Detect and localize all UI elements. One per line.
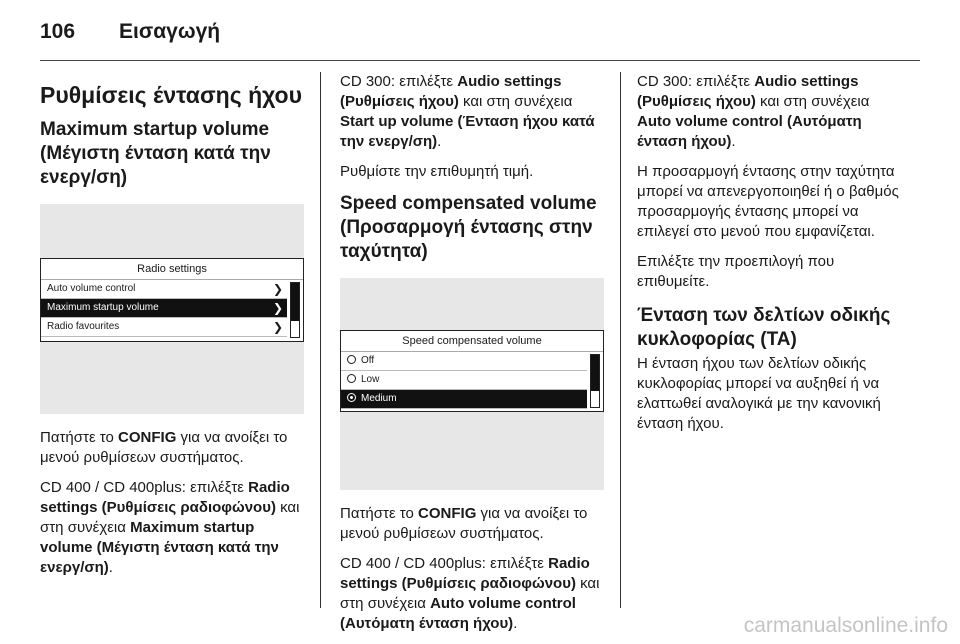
subheading-speed-compensated-volume: Speed compensated volume (Προσαρμογή έντασης στην ταχύτητα) bbox=[340, 193, 597, 262]
paragraph: CD 300: επιλέξτε Audio settings (Ρυθμίσεις ήχου) και στη συνέχεια Auto volume control (Αυτόματη ένταση ήχου). bbox=[637, 73, 870, 150]
screen-title: Speed compensated volume bbox=[341, 331, 603, 352]
header-rule bbox=[40, 60, 920, 61]
radio-option: Low bbox=[341, 371, 587, 390]
paragraph: CD 400 / CD 400plus: επιλέξτε Radio settings (Ρυθμίσεις ραδιοφώνου) και στη συνέχεια Maximum startup volume (Μέγιστη ένταση κατά την ενεργ/ση). bbox=[40, 479, 300, 576]
menu-item-selected: Maximum startup volume ❯ bbox=[41, 299, 287, 318]
paragraph: Πατήστε το CONFIG για να ανοίξει το μενού ρυθμίσεων συστήματος. bbox=[40, 429, 288, 466]
screenshot-radio-settings bbox=[40, 204, 304, 414]
column-divider-1 bbox=[320, 72, 321, 608]
scrollbar bbox=[290, 282, 300, 338]
menu-item: Radio favourites ❯ bbox=[41, 318, 287, 337]
radio-option-selected: Medium bbox=[341, 390, 587, 409]
radio-off-icon bbox=[347, 374, 356, 383]
radio-option: Off bbox=[341, 352, 587, 371]
paragraph: Η προσαρμογή έντασης στην ταχύτητα μπορεί να απενεργοποιηθεί ή ο βαθμός προσαρμογής έντασης μπορεί να επιλεγεί στο μενού που εμφανίζεται. bbox=[637, 163, 899, 240]
subheading-max-startup-volume: Maximum startup volume (Μέγιστη ένταση κατά την ενεργ/ση) bbox=[40, 119, 271, 188]
paragraph: Ρυθμίστε την επιθυμητή τιμή. bbox=[340, 163, 534, 180]
paragraph: CD 300: επιλέξτε Audio settings (Ρυθμίσεις ήχου) και στη συνέχεια Start up volume (Ένταση ήχου κατά την ενεργ/ση). bbox=[340, 73, 595, 150]
column-divider-2 bbox=[620, 72, 621, 608]
paragraph: Η ένταση ήχου των δελτίων οδικής κυκλοφορίας μπορεί να αυξηθεί ή να ελαττωθεί αναλογικά με την κανονική ένταση ήχου. bbox=[637, 355, 881, 432]
screenshot-speed-compensated-volume bbox=[340, 278, 604, 490]
chapter-title: Εισαγωγή bbox=[119, 20, 221, 43]
column-3 bbox=[637, 72, 905, 444]
column-2 bbox=[340, 72, 604, 644]
chevron-right-icon: ❯ bbox=[272, 282, 283, 296]
chevron-right-icon: ❯ bbox=[272, 320, 283, 334]
paragraph: CD 400 / CD 400plus: επιλέξτε Radio settings (Ρυθμίσεις ραδιοφώνου) και στη συνέχεια Auto volume control (Αυτόματη ένταση ήχου). bbox=[340, 555, 600, 632]
page-number: 106 bbox=[40, 20, 76, 43]
paragraph: Πατήστε το CONFIG για να ανοίξει το μενού ρυθμίσεων συστήματος. bbox=[340, 505, 588, 542]
display-screen bbox=[340, 330, 604, 412]
scrollbar-thumb bbox=[291, 283, 299, 321]
section-title: Ρυθμίσεις έντασης ήχου bbox=[40, 82, 302, 108]
chevron-right-icon: ❯ bbox=[272, 301, 283, 315]
radio-off-icon bbox=[347, 355, 356, 364]
screen-title: Radio settings bbox=[41, 259, 303, 280]
menu-item: Auto volume control ❯ bbox=[41, 280, 287, 299]
column-1 bbox=[40, 72, 304, 588]
scrollbar bbox=[590, 354, 600, 408]
page-header bbox=[40, 20, 220, 50]
subheading-traffic-announcements: Ένταση των δελτίων οδικής κυκλοφορίας (TA) bbox=[637, 305, 891, 350]
radio-on-icon bbox=[347, 393, 356, 402]
scrollbar-thumb bbox=[591, 355, 599, 391]
display-screen bbox=[40, 258, 304, 342]
paragraph: Επιλέξτε την προεπιλογή που επιθυμείτε. bbox=[637, 253, 835, 290]
watermark: carmanualsonline.info bbox=[743, 614, 948, 637]
